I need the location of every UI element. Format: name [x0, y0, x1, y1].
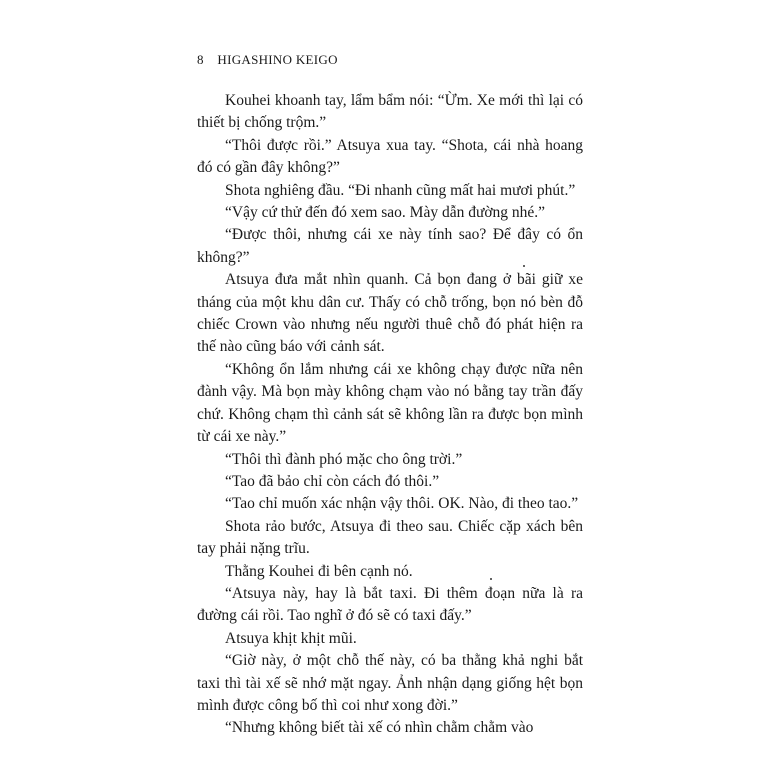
paragraph: “Tao chỉ muốn xác nhận vậy thôi. OK. Nào, đi theo tao.”: [225, 495, 579, 513]
running-header: [197, 52, 338, 68]
paragraph: “Thôi được rồi.” Atsuya xua tay. “Shota, cái nhà hoang đó có gần đây không?”: [197, 136, 583, 177]
paragraph: Shota rảo bước, Atsuya đi theo sau. Chiếc cặp xách bên tay phải nặng trĩu.: [197, 517, 583, 558]
paragraph: “Vậy cứ thử đến đó xem sao. Mày dẫn đường nhé.”: [225, 204, 546, 222]
paragraph: “Thôi thì đành phó mặc cho ông trời.”: [225, 450, 463, 468]
paragraph: “Được thôi, nhưng cái xe này tính sao? Để đây có ổn không?”: [197, 226, 583, 266]
running-title: HIGASHINO KEIGO: [217, 52, 338, 67]
print-speck: [523, 265, 525, 267]
paragraph: “Giờ này, ở một chỗ thế này, có ba thằng khả nghi bắt taxi thì tài xế sẽ nhớ mặt ngay. Ảnh nhận dạng giống hệt bọn mình được công bố thì coi như xong đời.”: [197, 652, 583, 714]
body-text: [197, 90, 583, 740]
paragraph: “Atsuya này, hay là bắt taxi. Đi thêm đoạn nữa là ra đường cái rồi. Tao nghĩ ở đó sẽ có taxi đấy.”: [197, 584, 583, 625]
paragraph: Shota nghiêng đầu. “Đi nhanh cũng mất hai mươi phút.”: [225, 181, 576, 199]
paragraph: “Nhưng không biết tài xế có nhìn chằm chằm vào: [225, 719, 534, 737]
paragraph: “Tao đã bảo chỉ còn cách đó thôi.”: [225, 472, 440, 490]
paragraph: “Không ổn lắm nhưng cái xe không chạy được nữa nên đành vậy. Mà bọn mày không chạm vào nó bằng tay trần đấy chứ. Không chạm thì cảnh sát sẽ không lần ra được bọn mình từ cái xe này.”: [197, 360, 583, 446]
paragraph: Atsuya đưa mắt nhìn quanh. Cả bọn đang ở bãi giữ xe tháng của một khu dân cư. Thấy có chỗ trống, bọn nó bèn đỗ chiếc Crown vào nhưng nếu người thuê chỗ đó phát hiện ra thế nào cũng báo với cảnh sát.: [197, 271, 583, 356]
paragraph: Kouhei khoanh tay, lẩm bẩm nói: “Ừm. Xe mới thì lại có thiết bị chống trộm.”: [197, 92, 583, 132]
page-number: 8: [197, 52, 204, 67]
paragraph: Atsuya khịt khịt mũi.: [225, 629, 357, 647]
print-speck: [490, 578, 492, 580]
paragraph: Thằng Kouhei đi bên cạnh nó.: [225, 562, 413, 580]
